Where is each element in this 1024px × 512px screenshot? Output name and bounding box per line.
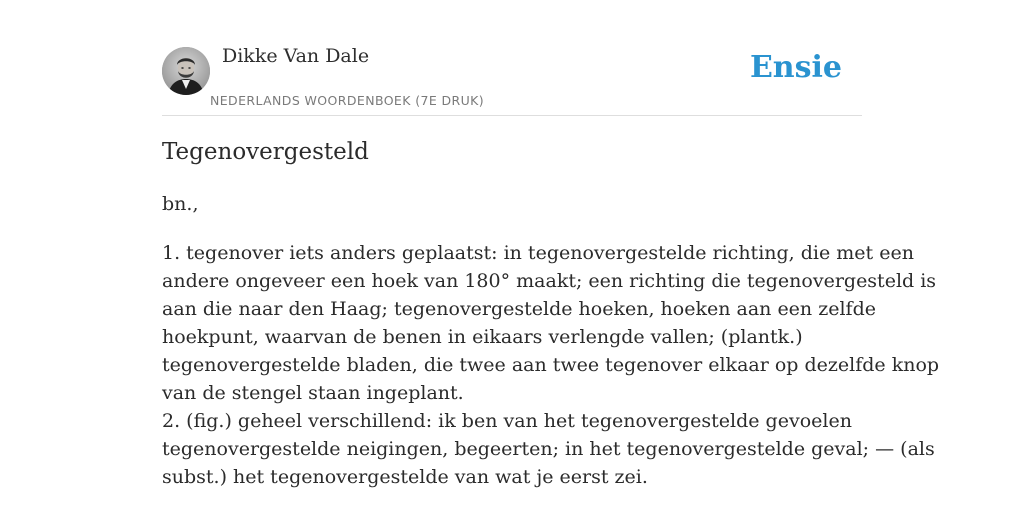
definition-line: tegenovergestelde neigingen, begeerten; in het tegenovergestelde geval; — (als: [162, 438, 935, 460]
definition-line: tegenovergestelde bladen, die twee aan twee tegenover elkaar op dezelfde knop: [162, 354, 940, 376]
entry-header: [162, 0, 862, 116]
part-of-speech: bn.,: [162, 193, 199, 215]
definition-line: van de stengel staan ingeplant.: [162, 382, 464, 404]
definition-line: subst.) het tegenovergestelde van wat je eerst zei.: [162, 466, 648, 488]
entry-title: Tegenovergesteld: [162, 139, 369, 165]
definition-text: [162, 239, 940, 491]
definition-line: hoekpunt, waarvan de benen in eikaars verlengde vallen; (plantk.): [162, 326, 803, 348]
definition-line: 2. (fig.) geheel verschillend: ik ben van het tegenovergestelde gevoelen: [162, 410, 852, 432]
definition-line: aan die naar den Haag; tegenovergestelde hoeken, hoeken aan een zelfde: [162, 298, 876, 320]
portrait-icon: [162, 47, 210, 95]
definition-line: andere ongeveer een hoek van 180° maakt; een richting die tegenovergesteld is: [162, 270, 937, 292]
dictionary-entry-card: [162, 0, 940, 512]
author-name[interactable]: Dikke Van Dale: [222, 45, 370, 67]
source-label: NEDERLANDS WOORDENBOEK (7E DRUK): [210, 93, 485, 108]
definition-line: 1. tegenover iets anders geplaatst: in tegenovergestelde richting, die met een: [162, 242, 914, 264]
author-avatar[interactable]: [162, 47, 210, 95]
brand-logo[interactable]: Ensie: [749, 50, 842, 85]
